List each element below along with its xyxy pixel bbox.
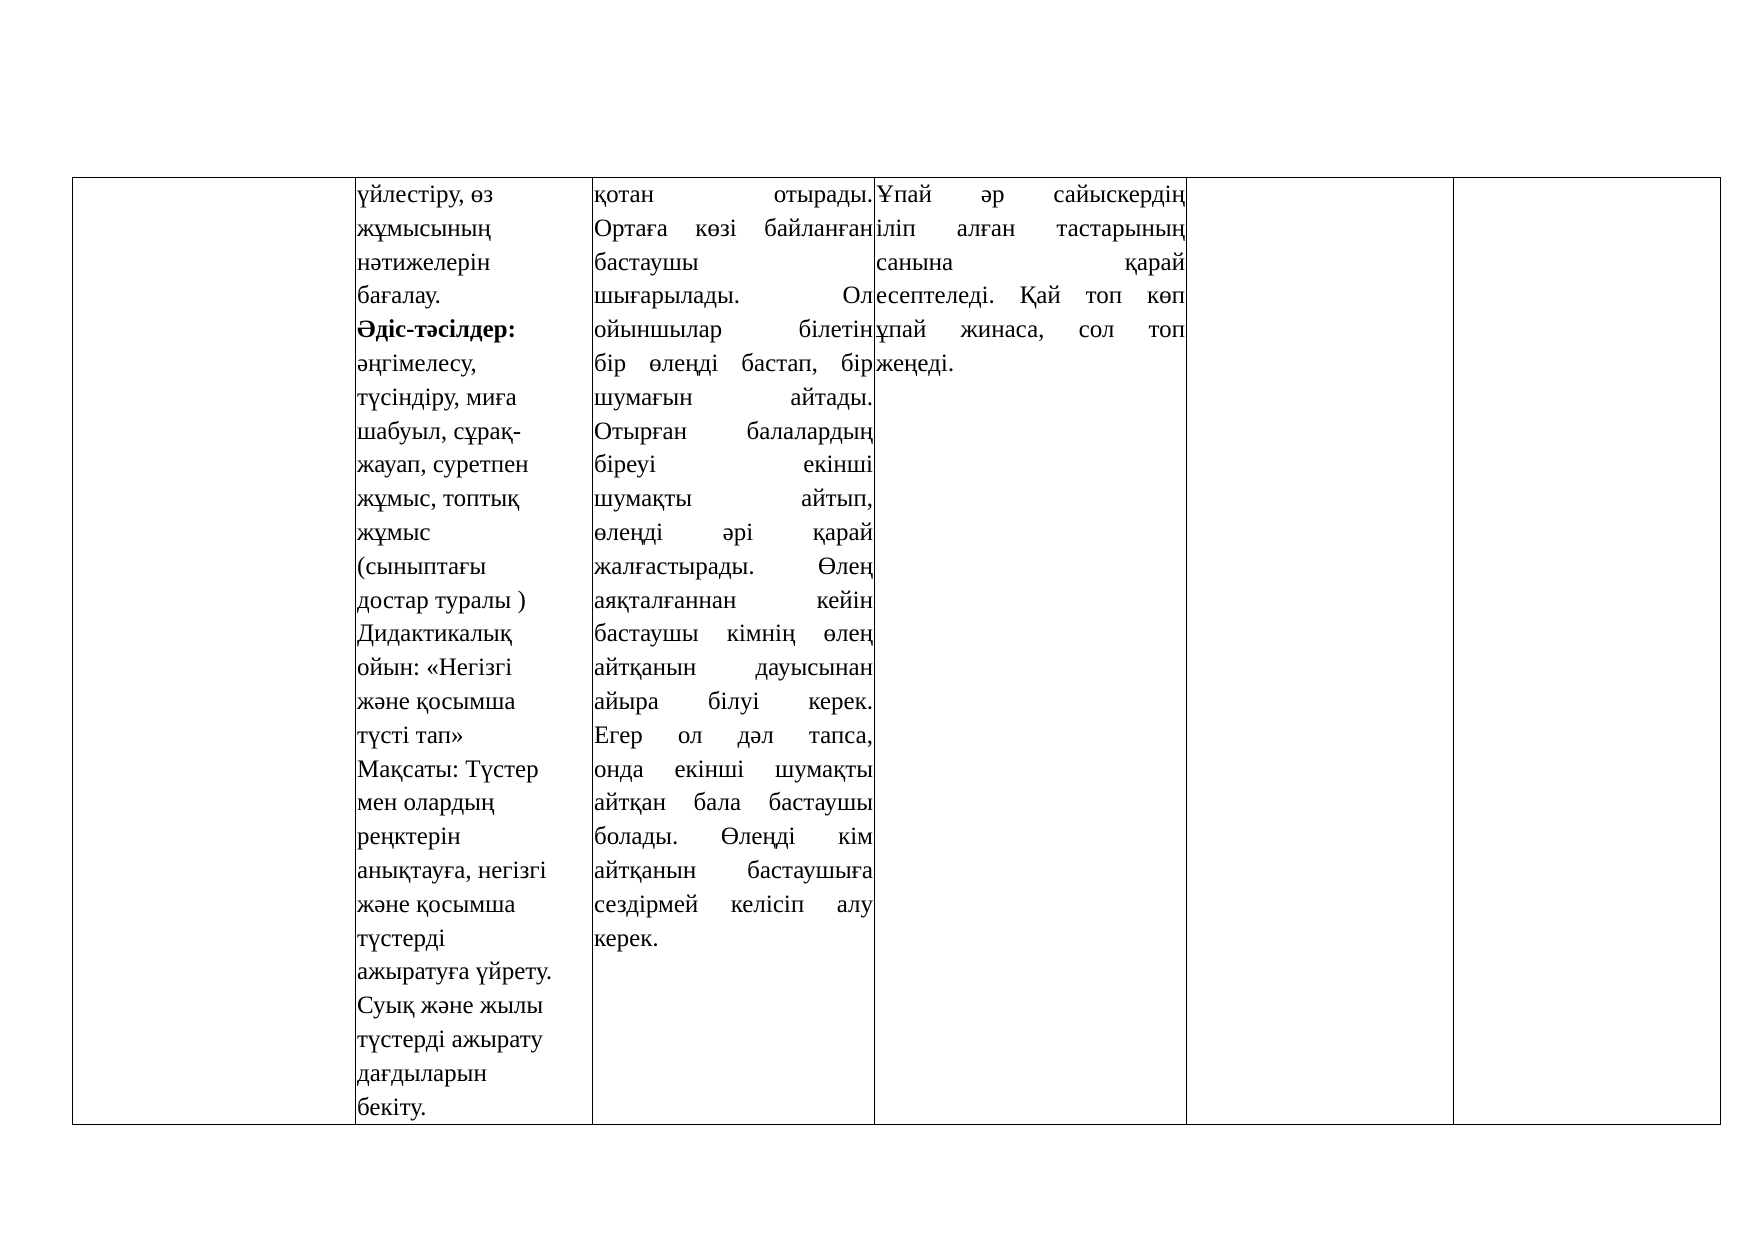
text-line: онда екінші шумақты: [594, 755, 873, 783]
text-line: аяқталғаннан кейін: [594, 586, 873, 614]
text-line: мен олардың: [357, 789, 495, 817]
text-line: реңктерін: [357, 823, 461, 851]
table-cell-6: [1454, 178, 1721, 1125]
table-cell-game-description: [593, 178, 875, 1125]
text-line: сездірмей келісіп алу: [594, 890, 873, 918]
text-line: Мақсаты: Түстер: [357, 755, 539, 783]
text-line: шумағын айтады.: [594, 383, 873, 411]
text-line: жауап, суретпен: [357, 451, 529, 479]
text-line: бір өлеңді бастап, бір: [594, 349, 873, 377]
text-line: жалғастырады. Өлең: [594, 552, 873, 580]
text-line: жеңеді.: [876, 349, 955, 377]
table-cell-1: [73, 178, 356, 1125]
text-line: әңгімелесу,: [357, 349, 477, 377]
text-line: есептеледі. Қай топ көп: [876, 282, 1185, 310]
text-line: біреуі екінші: [594, 451, 873, 479]
table-cell-methods: [356, 178, 593, 1125]
text-line: бастаушы: [594, 248, 699, 276]
text-line: шығарылады. Ол: [594, 282, 873, 310]
text-line: ұпай жинаса, сол топ: [876, 316, 1185, 344]
text-line: достар туралы ): [357, 586, 526, 614]
text-line: жұмыс, топтық: [357, 485, 520, 513]
text-line: шабуыл, сұрақ-: [357, 417, 522, 445]
text-line: нәтижелерін: [357, 248, 491, 276]
text-line: шумақты айтып,: [594, 485, 873, 513]
text-line: ажыратуға үйрету.: [357, 958, 553, 986]
text-line: бастаушы кімнің өлең: [594, 620, 873, 648]
text-line: Ортаға көзі байланған: [594, 214, 873, 242]
text-line: Егер ол дәл тапса,: [594, 721, 873, 749]
methods-heading: Әдіс-тәсілдер:: [357, 316, 516, 344]
text-line: айтқан бала бастаушы: [594, 789, 873, 817]
text-line: түсіндіру, миға: [357, 383, 517, 411]
table-cell-5: [1187, 178, 1454, 1125]
text-line: болады. Өлеңді кім: [594, 823, 873, 851]
text-line: және қосымша: [357, 687, 516, 715]
text-line: ойын: «Негізгі: [357, 654, 513, 682]
text-line: түстерді ажырату: [357, 1025, 543, 1053]
text-line: түсті тап»: [357, 721, 464, 749]
text-line: өлеңді әрі қарай: [594, 518, 873, 546]
text-line: дағдыларын: [357, 1059, 487, 1087]
table-row: [73, 178, 1721, 1125]
text-line: түстерді: [357, 924, 446, 952]
text-line: санына қарай: [876, 248, 1185, 276]
text-line: бекіту.: [357, 1093, 427, 1121]
text-line: үйлестіру, өз: [357, 181, 494, 208]
text-line: қотан отырады.: [594, 181, 873, 208]
text-line: Ұпай әр сайыскердің: [876, 181, 1185, 208]
text-line: бағалау.: [357, 282, 441, 310]
text-line: (сыныптағы: [357, 552, 487, 580]
text-line: жұмысының: [357, 214, 491, 242]
text-line: іліп алған тастарының: [876, 214, 1185, 242]
text-line: жұмыс: [357, 518, 431, 546]
text-line: Суық және жылы: [357, 992, 544, 1020]
text-line: айыра білуі керек.: [594, 687, 873, 715]
lesson-plan-table: [72, 177, 1721, 1125]
text-line: керек.: [594, 924, 659, 952]
text-line: айтқанын дауысынан: [594, 654, 873, 682]
text-line: ойыншылар білетін: [594, 316, 873, 344]
text-line: Отырған балалардың: [594, 417, 873, 445]
text-line: Дидактикалық: [357, 620, 512, 648]
table-cell-scoring: [875, 178, 1187, 1125]
text-line: және қосымша: [357, 890, 516, 918]
text-line: анықтауға, негізгі: [357, 856, 547, 884]
text-line: айтқанын бастаушыға: [594, 856, 873, 884]
